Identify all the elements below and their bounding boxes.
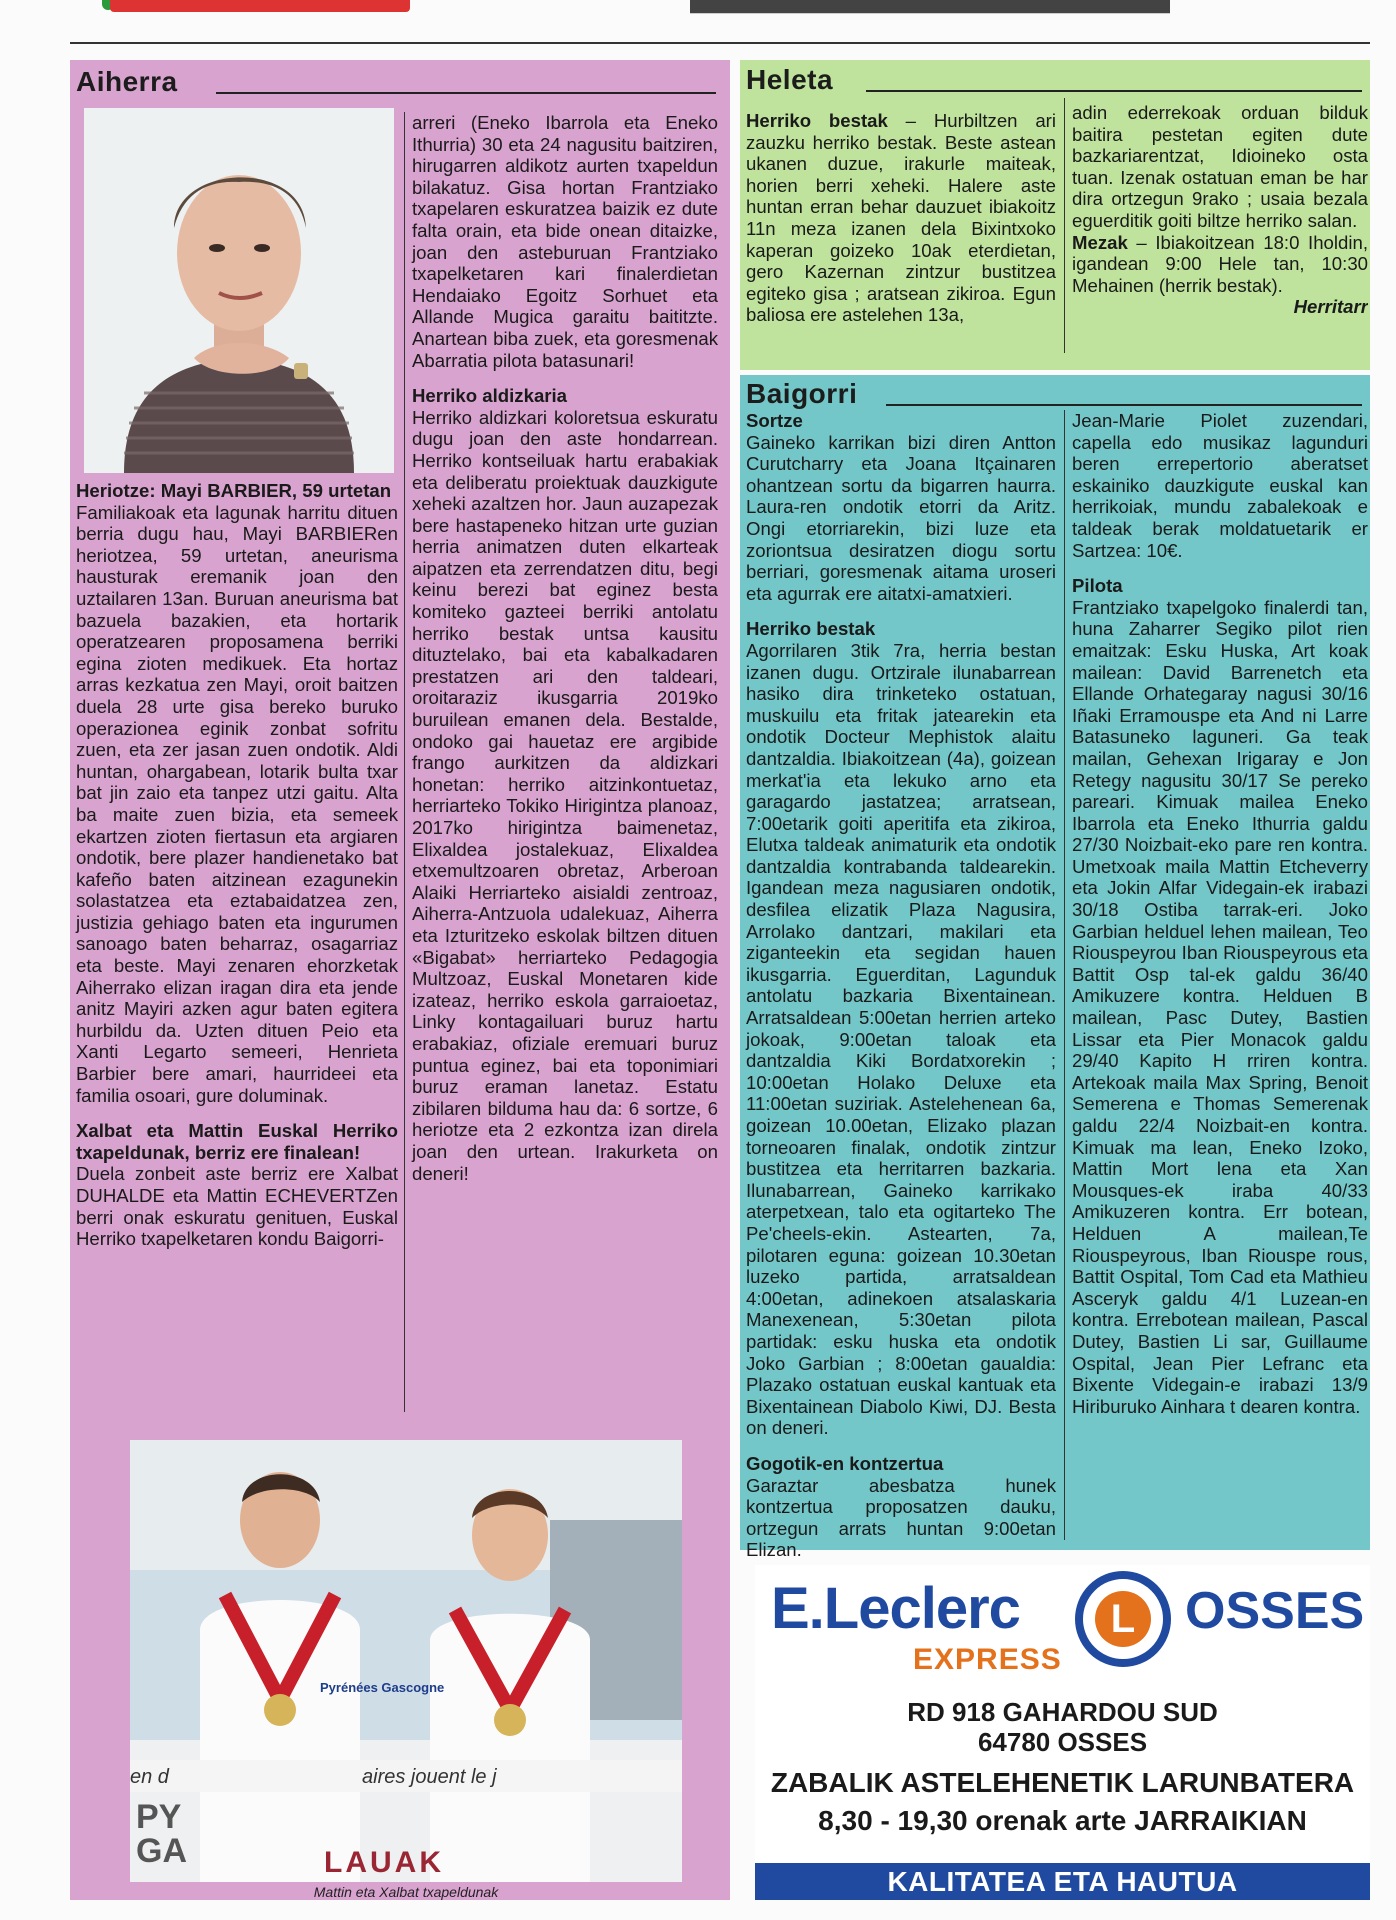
champions-photo <box>130 1440 682 1882</box>
ad-slogan: KALITATEA ETA HAUTUA <box>755 1863 1370 1900</box>
heleta-title-rule <box>866 90 1362 92</box>
ad-brand: E.Leclerc <box>771 1576 1020 1641</box>
obituary-text: Familiakoak eta lagunak harritu dituen berria dugu hau, Mayi BARBIERen heriotzea, 59 urtetan, aneurisma hausturak eremanik joan den uztailaren 13an. Buruan aneurisma bat bazuela bazakien, eta hortarik operatzearen proposamena berriki egina zioten medikuek. Eta hortaz arras kezkatua zen Mayi, oroit baitzen duela 28 urte gisa bereko buruko operazionea eginik zonbat sofritu zuen, eta zer jasan zuen ondotik. Aldi huntan, ohargabean, lotarik bulta txar bat jin zaio eta tanpez utzi gaitu. Alta ba maite zuen bizia, eta semeek ekartzen zioten fiertasun eta argiaren ondotik, bere plazer handienetako bat kafeño baten aitzinean ezagunekin solastatzea eta eztabaidatzea zen, justizia gehiago baten eta ingurumen sanoago baten beharraz, osagarriaz eta beste. Mayi zenaren ehorzketak Aiherrako elizan iragan dira eta jende anitz Mayiri azken agur baten egitera hurbildu da. Uzten dituen Peio eta Xanti Legarto semeeri, Henrieta Barbier bere amari, haurrideei eta familia osoari, gure doluminak. <box>76 501 398 1106</box>
masthead-title-strip <box>690 0 1170 22</box>
ad-express: EXPRESS <box>913 1643 1062 1676</box>
ad-address-2: 64780 OSSES <box>977 1727 1148 1757</box>
magazine-text: Herriko aldizkari koloretsua eskuratu dugu joan den aste hondarrean. Herriko kontseiluak hartu erabakiak eta deliberatu proiektuak dauzkigute xeheki azaltzen hor. Jaun auzapezak bere hastapeneko hitzan urte guzian herria animatzen duten elkarteak aipatzen eta zerrendatzen ditu, begi keinu berezi bat eginez besta komiteko gazteei berriki antolatu herriko bestak untsa kausitu dituztelako, bai eta kabalkadaren prestatzen ari den taldeari, oroitaraziz ikusgarria 2019ko buruilean emanen dela. Bestalde, ondoko gai hauetaz ere argibide frango aurkitzen da aldizkari honetan: herriko aitzinkontuetaz, herriarteko Tokiko Hirigintza planoaz, 2017ko hirigintza baimenetaz, Elixaldea jostalekuaz, Elixaldea etxemultzoaren obretaz, Arberoan Alaiki Herriarteko aisialdi zentroaz, Aiherra-Antzuola udalekuaz, Aiherra eta Izturitzeko eskolak biltzen dituen «Bigabat» herriarteko Pedagogia Multzoaz, Euskal Monetaren kide izateaz, herriko eskola garraioetaz, Linky kontagailuari buruz hartu erabakiaz, ofiziale eremuari buruz puntua eginez, bai eta toponimiari buruz eraman lanetaz. Estatu zibilaren bilduma hau da: 6 sortze, 6 heriotze eta 2 ezkontza izan direla joan den urtean. Irakurketa on deneri! <box>412 406 718 1184</box>
heleta-column-2 <box>1072 102 1368 318</box>
magazine-heading: Herriko aldizkaria <box>412 385 568 407</box>
masthead-logo <box>110 0 410 12</box>
portrait-illustration <box>84 108 394 473</box>
baigorri-header <box>746 378 1366 410</box>
aiherra-column-1 <box>76 480 398 1250</box>
heleta-bestak-lead: Herriko bestak <box>746 110 888 131</box>
portrait-photo <box>84 108 394 473</box>
ad-address-1: RD 918 GAHARDOU SUD <box>907 1697 1218 1727</box>
baigorri-bestak-text: Agorrilaren 3tik 7ra, herria bestan izanen dugu. Ortzirale ilunabarrean hasiko dira trinketeko ostatuan, muskuilu eta fritak jatearekin eta ondotik Docteur Mephistok alaitu dantzaldia. Ibiakoitzean (4a), goizean merkat'ia eta lekuko arno eta garagardo jastatzea; arratsean, 7:00etarik goiti aperitifa eta zikiroa, Elutxa taldeak animaturik eta ondotik dantzaldia kontrabanda taldearekin. Igandean meza nagusiaren ondotik, desfilea elizatik Plaza Nagusira, Arrolako dantzari, makilari eta ziganteekin eta segidan hauen ikusgarria. Eguerditan, Lagunduk antolatu bazkaria Bixentainean. Arratsaldean 5:00etan herrien arteko jokoak, 9:00etan taloak eta dantzaldia Kiki Bordatxorekin ; 10:00etan Holako Deluxe eta 11:00etan suziriak. Astelehenean 6a, goizean 10.00etan, Elizako plazan torneoaren finalak, ondotik zintzur bustitzea eta herritarren bazkaria. Ilunabarrean, Gaineko karrikako aterpetxean, talo eta ogitarteko The Pe'cheels-ekin. Astearten, 7a, pilotaren eguna: goizean 10.30etan luzeko partida, arratsaldean 4:00etan, adinekoen atsalaskaria Manexenean, 5:30etan pilota partidak: esku huska eta ondotik Joko Garbian ; 8:00etan gaualdia: Plazako ostatuan euskal kantuak eta Bixentainean Diabolo Kiwi, DJ. Besta on deneri. <box>746 639 1056 1439</box>
heleta-bestak-text <box>746 110 1056 326</box>
baigorri-column-divider <box>1064 410 1065 1540</box>
heleta-mezak-lead: Mezak <box>1072 231 1128 253</box>
ad-town: OSSES <box>1185 1582 1365 1640</box>
champions-text-cont: arreri (Eneko Ibarrola eta Eneko Ithurria) 30 eta 24 nagusitu baitziren, hirugarren aldikotz aurten txapeldun bilakatuz. Gisa hortan Frantziako txapelaren eskuratzea baizik ez dute falta orain, eta bide onean ditaizke, joan den asteburuan Frantziako txapelketaren kari finalerdietan Hendaiako Egoitz Sorhuet eta Allande Mugica garaitu baititzte. Anartean biba zuek, eta goresmenak Abarratia pilota batasunari! <box>412 112 718 371</box>
heleta-column-1 <box>746 110 1056 326</box>
ad-open-days: ZABALIK ASTELEHENETIK LARUNBATERA <box>770 1767 1355 1798</box>
pilota-heading: Pilota <box>1072 575 1123 597</box>
baigorri-column-2 <box>1072 410 1368 1417</box>
heleta-bazkaria-text: adin ederrekoak orduan bilduk baitira pestetan egiten dute bazkariarentzat, Idioineko osta tuan. Izenak ostatuan eman be har dira ortzegun 9rako ; usaia bezala eguerditik goiti biltze herriko salan. <box>1072 102 1368 231</box>
leclerc-advert <box>755 1565 1370 1900</box>
baigorri-bestak-heading: Herriko bestak <box>746 618 876 640</box>
leclerc-logo-letter: L <box>1110 1597 1136 1641</box>
header-rule <box>70 42 1370 44</box>
ad-hours: 8,30 - 19,30 orenak arte JARRAIKIAN <box>818 1805 1307 1836</box>
obituary-heading: Heriotze: Mayi BARBIER, 59 urtetan <box>76 480 392 501</box>
sortze-text: Gaineko karrikan bizi diren Antton Curutcharry eta Joana Itçainaren ohantzean sortu da bigarren haurra. Laura-ren ondotik etorri da Aritz. Ongi etorriarekin, bizi luze eta zoriontsua desiratzen diogu sortu berriari, goresmenak aitama uroseri eta agurrak ere aitatxi-amatxieri. <box>746 431 1056 604</box>
heleta-bestak-body: – Hurbiltzen ari zauzku herriko bestak. Beste astean ukanen duzue, irakurle maiteak, horien berri xeheki. Halere aste huntan erran behar dauzuet ibiakoitz 11n meza izanen dela Bixintxoko kaperan goizeko 10ak eterdietan, gero Kazernan zintzur bustitzea egiteko gisa ; aratsean zikiroa. Egun baliosa ere astelehen 13a, <box>746 110 1056 326</box>
champions-text: Duela zonbeit aste berriz ere Xalbat DUHALDE eta Mattin ECHEVERTZen berri onak eskuratu genituen, Euskal Herriko txapelketaren kondu Baigorri- <box>76 1163 398 1250</box>
aiherra-column-divider <box>404 112 405 1412</box>
champions-illustration <box>130 1440 682 1882</box>
photo-sign-right: aires jouent le j <box>362 1766 497 1788</box>
photo-caption: Mattin eta Xalbat txapeldunak <box>313 1884 499 1900</box>
heleta-column-divider <box>1064 98 1065 353</box>
photo-sign-left: en d <box>130 1766 169 1788</box>
baigorri-title: Baigorri <box>746 378 858 409</box>
gogotik-text-cont: Jean-Marie Piolet zuzendari, capella edo musikaz lagunduri beren errepertorio aberatset eskainiko dauzkigute euskal kan herrikoiak, mundu zabalekoak e taldeak berak moldatuetarik er Sartzea: 10€. <box>1072 410 1368 561</box>
photo-sign-py: PY <box>136 1798 182 1836</box>
heleta-mezak-body: – Ibiakoitzean 18:0 Iholdin, igandean 9:00 Hele tan, 10:30 Mehainen (herrik bestak). <box>1072 231 1368 296</box>
aiherra-title: Aiherra <box>76 66 178 97</box>
gogotik-heading: Gogotik-en kontzertua <box>746 1452 944 1474</box>
aiherra-title-rule <box>216 92 716 94</box>
photo-sign-lauak: LAUAK <box>324 1846 444 1879</box>
photo-banner-text: Pyrénées Gascogne <box>320 1680 445 1695</box>
heleta-mezak-text <box>1072 232 1368 297</box>
gogotik-text: Garaztar abesbatza hunek kontzertua proposatzen dauku, ortzegun arrats huntan 9:00etan Elizan. <box>746 1474 1056 1561</box>
pilota-text: Frantziako txapelgoko finalerdi tan, huna Zaharrer Segiko pilot rien emaitzak: Esku Huska, Art koak mailean: David Barrenetch eta Ellande Orhategaray nagusi 30/16 Iñaki Erramouspe eta And ni Larre Batasuneko laguneri. Ga teak mailan, Gehexan Irigaray e Jon Retegy nagusitu 30/17 Se pereko pareari. Kimuak mailea Eneko Ibarrola eta Eneko Ithurria galdu 27/30 Noizbait-eko pare ren kontra. Umetxoak maila Mattin Etcheverry eta Jokin Alfar Videgain-ek irabazi 30/18 Ostiba tarrak-eri. Joko Garbian helduel lehen mailean, Teo Riouspeyrou Iban Riouspeyrous eta Battit Osp tal-ek galdu 36/40 Amikuzere kontra. Helduen B mailean, Pasc Dutey, Bastien Lissar eta Pier Monacok galdu 29/40 Kapito H rriren kontra. Artekoak maila Max Spring, Benoit Semerena e Thomas Semerenak galdu 22/4 Noizbait-en kontra. Kimuak ma lean, Eneko Izoko, Mattin Mort lena eta Xan Mousques-ek iraba 40/33 Amikuzeren kontra. Err botean, Helduen A mailean,Te Riouspeyrous, Iban Riouspe rous, Battit Ospital, Tom Cad eta Mathieu Asceryk galdu 4/1 Luzean-en kontra. Errebotean mailean, Pascal Dutey, Bastien Li sar, Guillaume Ospital, Jean Pier Lefranc eta Bixente Videgain-e irabazi 13/9 Hiriburuko Ainhara t dearen kontra. <box>1072 596 1368 1417</box>
aiherra-header <box>76 66 726 98</box>
heleta-header <box>746 64 1366 96</box>
heleta-title: Heleta <box>746 64 834 95</box>
champions-heading: Xalbat eta Mattin Euskal Herriko txapeldunak, berriz ere finalean! <box>76 1120 398 1163</box>
heleta-signature: Herritarr <box>1293 296 1368 318</box>
masthead <box>70 0 1370 22</box>
sortze-heading: Sortze <box>746 410 803 431</box>
baigorri-title-rule <box>886 404 1362 406</box>
aiherra-column-2 <box>412 112 718 1184</box>
photo-sign-ga: GA <box>136 1832 187 1870</box>
baigorri-column-1 <box>746 410 1056 1561</box>
leclerc-logo-icon <box>1075 1571 1171 1667</box>
